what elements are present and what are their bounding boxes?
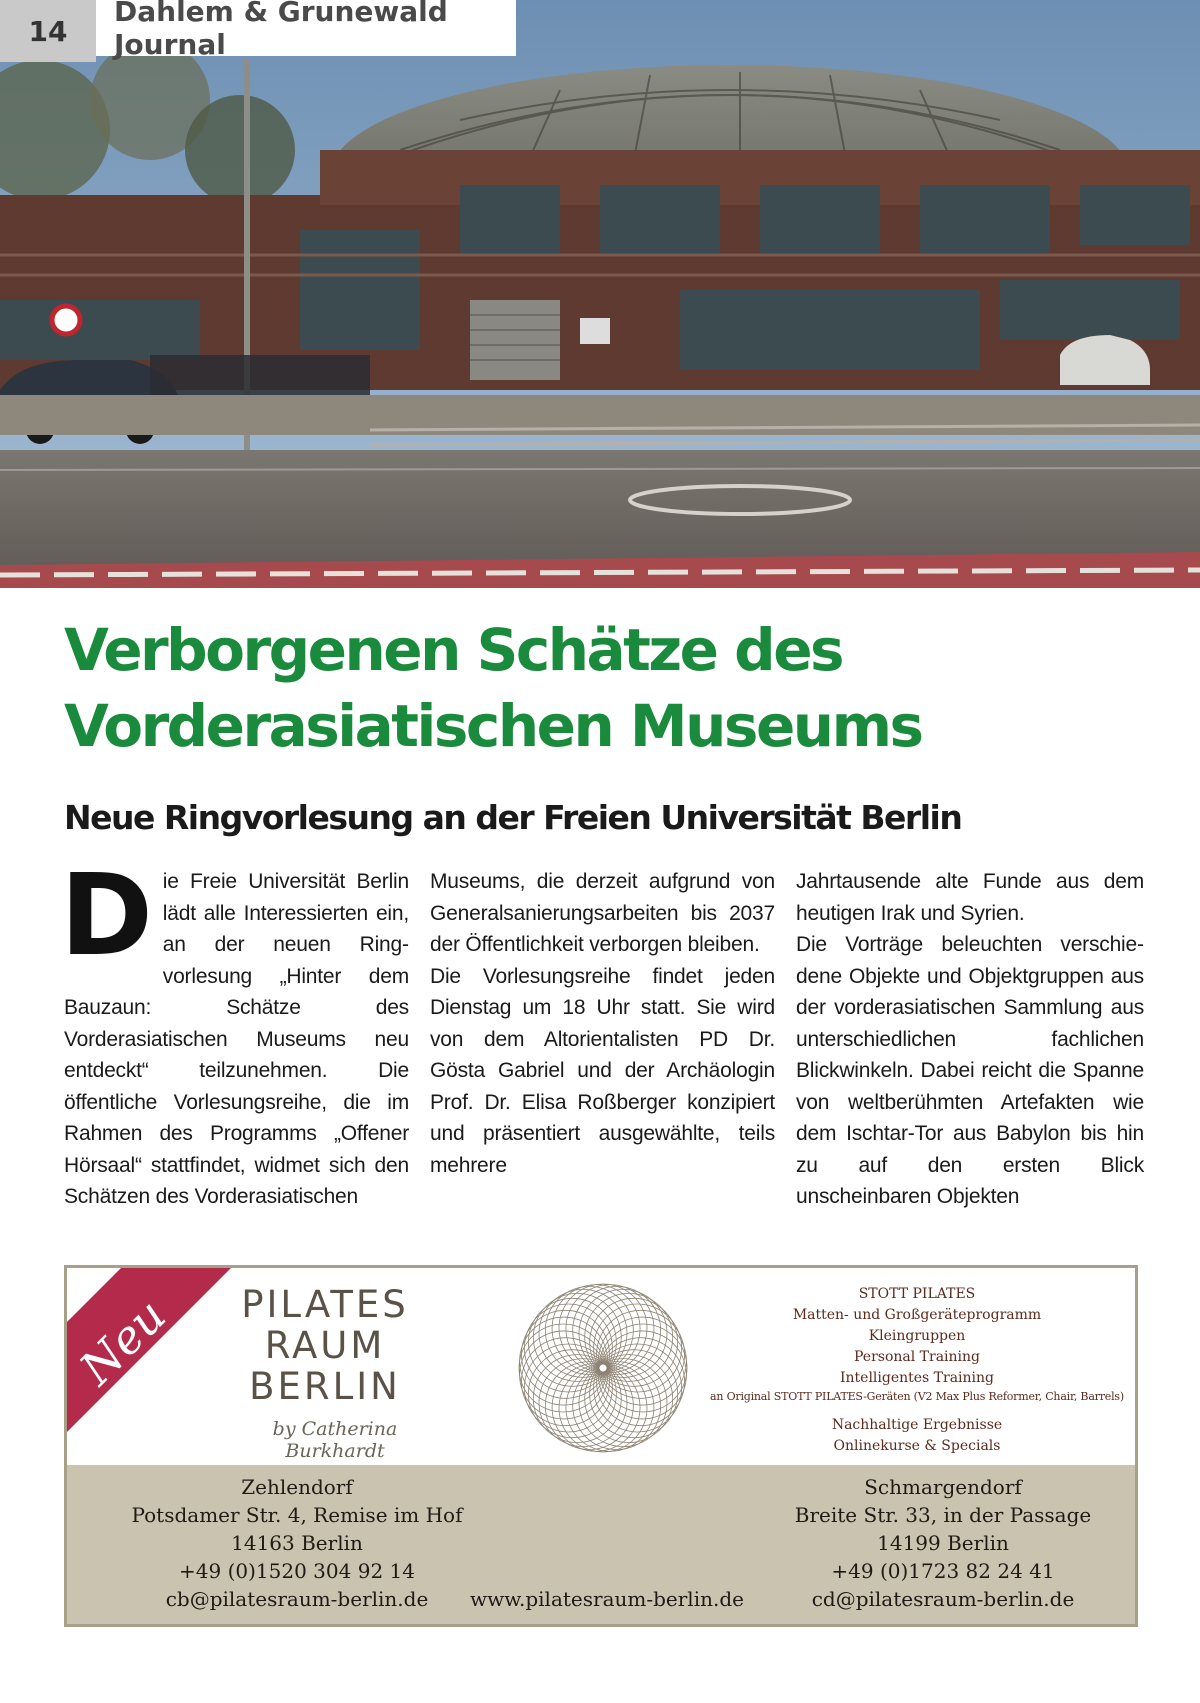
location-street: Potsdamer Str. 4, Remise im Hof — [131, 1503, 463, 1527]
column-2-paragraph-2: Die Vorlesungsreihe findet jeden Dienstag um 18 Uhr statt. Sie wird von dem Altorientalisten PD Dr. Gösta Gabriel und der Archäologin Prof. Dr. Elisa Roßberger konzipiert und präsentiert ausgewählte, teils mehrere — [430, 964, 775, 1177]
new-ribbon — [64, 1265, 234, 1435]
ad-contact-panel — [67, 1465, 1135, 1624]
brand-logo-text — [225, 1284, 425, 1407]
article-subheadline: Neue Ringvorlesung an der Freien Universität Berlin — [64, 798, 962, 837]
online-line: Onlinekurse & Specials — [833, 1438, 1001, 1454]
article-column-2 — [430, 866, 775, 1181]
drop-cap: D — [60, 851, 153, 981]
location-email[interactable]: cb@pilatesraum-berlin.de — [165, 1587, 429, 1611]
column-1-text: ie Freie Universität Berlin lädt alle Interessierten ein, an der neuen Ringvorlesung „Hinter dem Bauzaun: Schätze des Vorderasiatischen Museums neu entdeckt“ teilzunehmen. Die öffentliche Vorlesungsreihe, die im Rahmen des Programms „Offener Hörsaal“ stattfindet, widmet sich den Schätzen des Vorderasiatischen — [64, 870, 409, 1208]
ribbon-label: Neu — [69, 1288, 177, 1396]
service-item: Matten- und Großgeräteprogramm — [792, 1307, 1042, 1323]
service-item: Intelligentes Training — [839, 1370, 995, 1386]
column-3-paragraph-2: Die Vorträge beleuchten verschiedene Objekte und Objektgruppen aus der vorderasiatischen Sammlung aus unterschiedlichen fachlichen Blickwinkeln. Dabei reicht die Spanne von weltberühmten Artefakten wie dem Ischtar-Tor aus Babylon bis hin zu auf den ersten Blick unscheinbaren Objekten — [796, 933, 1144, 1208]
services-title: STOTT PILATES — [858, 1286, 976, 1302]
ad-top-panel — [67, 1268, 1135, 1463]
location-phone[interactable]: +49 (0)1723 82 24 41 — [831, 1559, 1055, 1583]
location-city: 14163 Berlin — [231, 1531, 363, 1555]
service-item: Kleingruppen — [868, 1328, 966, 1344]
column-2-paragraph-1: Museums, die derzeit aufgrund von Generalsanierungsarbeiten bis 2037 der Öffentlichkeit verborgen bleiben. — [430, 870, 775, 956]
headline-line-2: Vorderasiatischen Museums — [64, 692, 922, 760]
location-street: Breite Str. 33, in der Passage — [794, 1503, 1092, 1527]
spiral-logo-icon — [515, 1280, 691, 1456]
column-3-paragraph-1: Jahrtausende alte Funde aus dem heutigen Irak und Syrien. — [796, 870, 1144, 925]
location-email[interactable]: cd@pilatesraum-berlin.de — [811, 1587, 1075, 1611]
brand-signature: by Catherina Burkhardt — [272, 1418, 398, 1462]
journal-name: Dahlem & Grunewald Journal — [96, 0, 516, 56]
services-list — [707, 1284, 1127, 1457]
brand-line-1: PILATES — [241, 1283, 409, 1326]
photo-illustration — [0, 0, 1200, 588]
pilates-advertisement — [64, 1265, 1138, 1627]
equipment-note: an Original STOTT PILATES-Geräten (V2 Max Plus Reformer, Chair, Barrels) — [710, 1390, 1124, 1403]
brand-line-3: BERLIN — [249, 1365, 401, 1408]
location-name: Schmargendorf — [864, 1475, 1022, 1499]
article-headline — [64, 612, 1144, 764]
article-column-1 — [60, 851, 409, 1213]
page-number: 14 — [0, 0, 96, 62]
service-item: Personal Training — [854, 1349, 980, 1365]
results-line: Nachhaltige Ergebnisse — [831, 1417, 1003, 1433]
website-link[interactable]: www.pilatesraum-berlin.de — [470, 1587, 744, 1611]
headline-line-1: Verborgenen Schätze des — [64, 616, 843, 684]
location-city: 14199 Berlin — [877, 1531, 1009, 1555]
location-phone[interactable]: +49 (0)1520 304 92 14 — [179, 1559, 415, 1583]
brand-line-2: RAUM — [264, 1324, 386, 1367]
article-column-3 — [796, 866, 1144, 1213]
location-schmargendorf — [767, 1473, 1119, 1613]
museum-building-photo — [0, 0, 1200, 588]
location-name: Zehlendorf — [241, 1475, 353, 1499]
